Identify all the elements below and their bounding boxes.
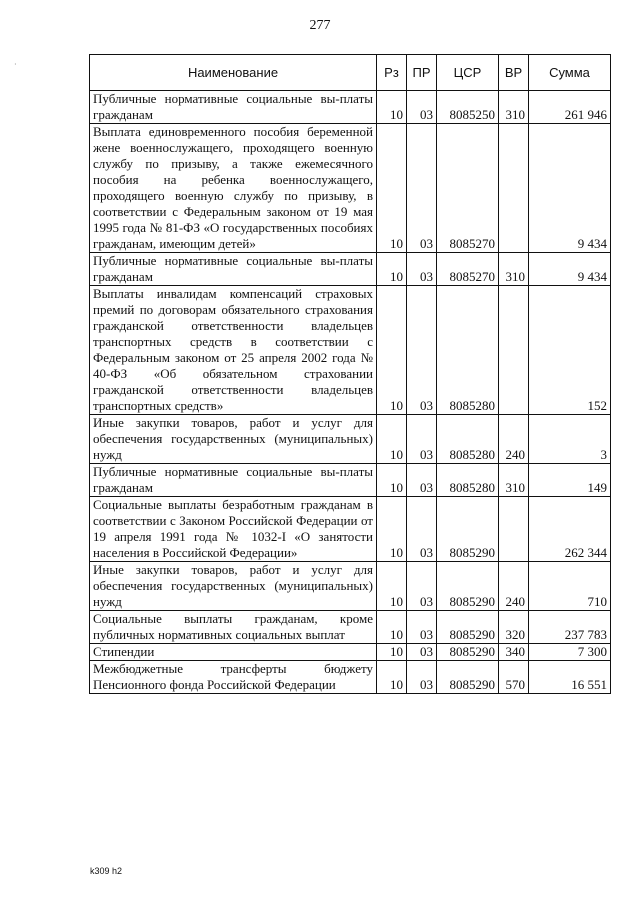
row-name: Выплата единовременного пособия беременной жене военнослужащего, проходящего военную службу по призыву, а также ежемесячного пособия на ребенка военнослужащего, проходящего военную службу по призыву, в соответствии с Федеральным законом от 19 мая 1995 года № 81-ФЗ «О государственных пособиях гражданам, имеющим детей» [90,124,377,253]
row-pr: 03 [407,464,437,497]
table-row [90,464,611,497]
row-rz: 10 [377,415,407,464]
row-rz: 10 [377,562,407,611]
row-rz: 10 [377,286,407,415]
header-pr: ПР [407,55,437,91]
row-csr: 8085290 [437,644,499,661]
row-vr: 240 [499,562,529,611]
row-sum: 262 344 [529,497,611,562]
row-vr: 570 [499,661,529,694]
table-row [90,661,611,694]
row-name: Публичные нормативные социальные вы-платы гражданам [90,253,377,286]
row-sum: 3 [529,415,611,464]
row-vr: 310 [499,91,529,124]
row-name: Публичные нормативные социальные вы-платы гражданам [90,464,377,497]
row-rz: 10 [377,253,407,286]
row-sum: 7 300 [529,644,611,661]
header-sum: Сумма [529,55,611,91]
table-row [90,124,611,253]
row-csr: 8085270 [437,124,499,253]
row-name: Социальные выплаты безработным гражданам в соответствии с Законом Российской Федерации от 19 апреля 1991 года № 1032-I «О занятости населения в Российской Федерации» [90,497,377,562]
table-row [90,286,611,415]
row-sum: 9 434 [529,124,611,253]
row-pr: 03 [407,661,437,694]
table-header-row [90,55,611,91]
row-rz: 10 [377,464,407,497]
row-pr: 03 [407,644,437,661]
table-row [90,611,611,644]
row-rz: 10 [377,91,407,124]
row-pr: 03 [407,415,437,464]
row-name: Иные закупки товаров, работ и услуг для обеспечения государственных (муниципальных) нужд [90,415,377,464]
row-csr: 8085250 [437,91,499,124]
row-rz: 10 [377,644,407,661]
row-csr: 8085280 [437,415,499,464]
row-sum: 9 434 [529,253,611,286]
row-csr: 8085290 [437,661,499,694]
row-pr: 03 [407,124,437,253]
row-csr: 8085280 [437,464,499,497]
row-name: Выплаты инвалидам компенсаций страховых премий по договорам обязательного страхования гражданской ответственности владельцев транспортных средств в соответствии с Федеральным законом от 25 апреля 2002 года № 40-ФЗ «Об обязательном страховании гражданской ответственности владельцев транспортных средств» [90,286,377,415]
page-number: 277 [309,18,331,33]
row-name: Межбюджетные трансферты бюджету Пенсионного фонда Российской Федерации [90,661,377,694]
row-sum: 261 946 [529,91,611,124]
budget-table [89,54,611,694]
row-csr: 8085290 [437,497,499,562]
row-name: Социальные выплаты гражданам, кроме публичных нормативных социальных выплат [90,611,377,644]
row-csr: 8085280 [437,286,499,415]
footer-document-code: k309 h2 [90,866,123,876]
row-rz: 10 [377,661,407,694]
row-pr: 03 [407,497,437,562]
header-name: Наименование [90,55,377,91]
row-vr [499,124,529,253]
row-pr: 03 [407,286,437,415]
row-name: Публичные нормативные социальные вы-платы гражданам [90,91,377,124]
header-rz: Рз [377,55,407,91]
row-pr: 03 [407,253,437,286]
row-rz: 10 [377,497,407,562]
header-csr: ЦСР [437,55,499,91]
row-vr: 340 [499,644,529,661]
row-vr [499,497,529,562]
row-vr [499,286,529,415]
table-row [90,644,611,661]
table-row [90,91,611,124]
row-name: Стипендии [90,644,377,661]
row-pr: 03 [407,611,437,644]
row-csr: 8085290 [437,611,499,644]
row-name: Иные закупки товаров, работ и услуг для обеспечения государственных (муниципальных) нужд [90,562,377,611]
table-row [90,497,611,562]
row-rz: 10 [377,124,407,253]
row-vr: 320 [499,611,529,644]
row-sum: 16 551 [529,661,611,694]
header-vr: ВР [499,55,529,91]
row-csr: 8085290 [437,562,499,611]
table-row [90,253,611,286]
table-row [90,562,611,611]
row-csr: 8085270 [437,253,499,286]
row-pr: 03 [407,91,437,124]
row-vr: 310 [499,464,529,497]
page-edge-mark: · [14,60,17,69]
row-rz: 10 [377,611,407,644]
row-sum: 152 [529,286,611,415]
row-sum: 237 783 [529,611,611,644]
row-pr: 03 [407,562,437,611]
row-sum: 149 [529,464,611,497]
table-row [90,415,611,464]
row-vr: 310 [499,253,529,286]
row-sum: 710 [529,562,611,611]
row-vr: 240 [499,415,529,464]
